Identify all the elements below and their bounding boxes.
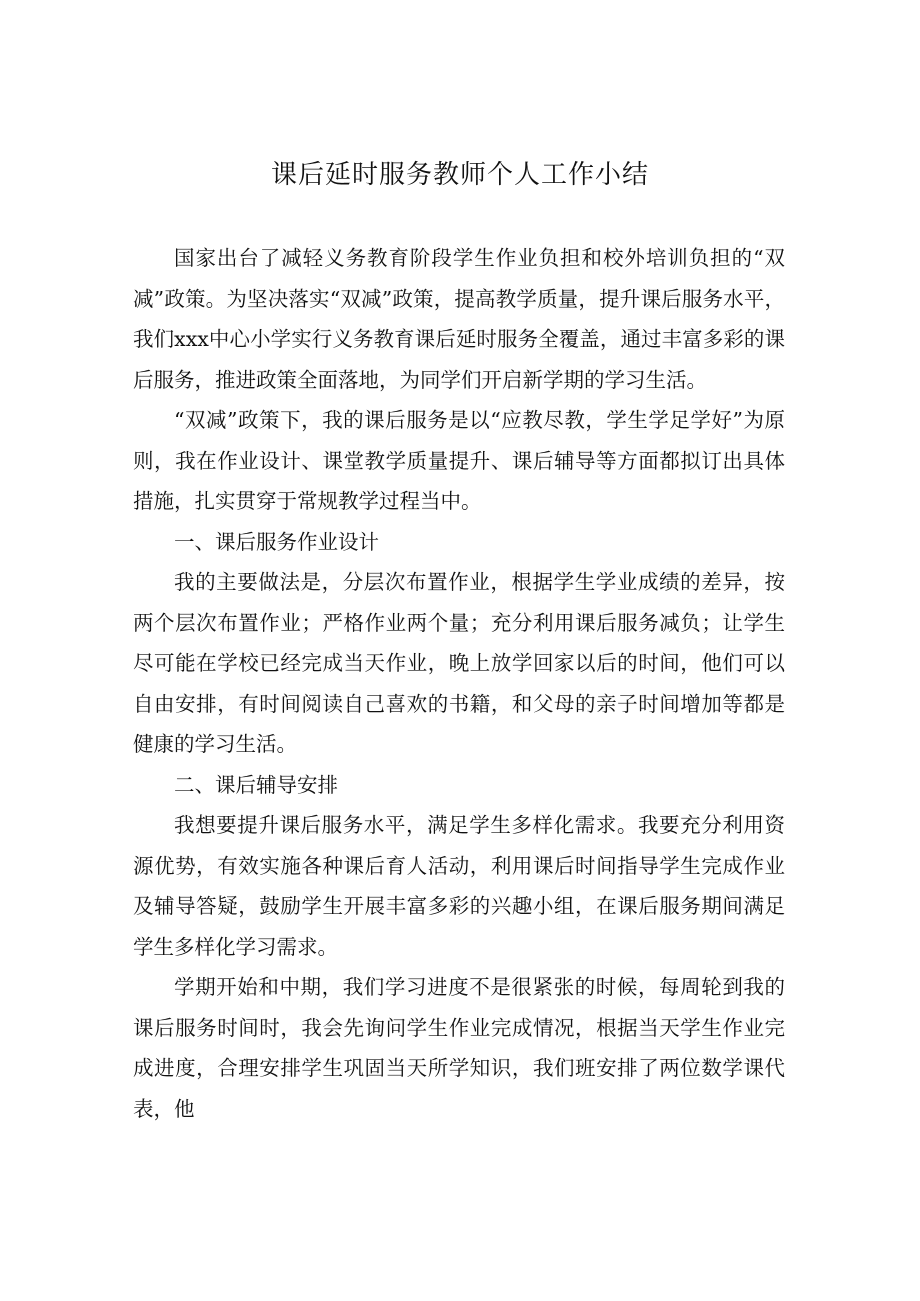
document-title: 课后延时服务教师个人工作小结 [270,160,649,190]
paragraph-principle: “双减”政策下，我的课后服务是以“应教尽教，学生学足学好”为原则，我在作业设计、课堂教学质量提升、课后辅导等方面都拟订出具体措施，扎实贯穿于常规教学过程当中。 [133,408,785,513]
section-heading-tutoring: 二、课后辅导安排 [174,772,338,797]
paragraph-semester: 学期开始和中期，我们学习进度不是很紧张的时候，每周轮到我的课后服务时间时，我会先询问学生作业完成情况，根据当天学生作业完成进度，合理安排学生巩固当天所学知识，我们班安排了两位数学课代表，他 [133,975,785,1121]
paragraph-intro: 国家出台了减轻义务教育阶段学生作业负担和校外培训负担的“双减”政策。为坚决落实“双减”政策，提高教学质量，提升课后服务水平，我们xxx中心小学实行义务教育课后延时服务全覆盖，通过丰富多彩的课后服务，推进政策全面落地，为同学们开启新学期的学习生活。 [133,246,785,392]
paragraph-homework-design: 我的主要做法是，分层次布置作业，根据学生学业成绩的差异，按两个层次布置作业；严格作业两个量；充分利用课后服务减负；让学生尽可能在学校已经完成当天作业，晚上放学回家以后的时间，他们可以自由安排，有时间阅读自己喜欢的书籍，和父母的亲子时间增加等都是健康的学习生活。 [133,570,785,756]
section-heading-homework-design: 一、课后服务作业设计 [174,529,379,554]
document-body [133,238,785,1129]
paragraph-tutoring: 我想要提升课后服务水平，满足学生多样化需求。我要充分利用资源优势，有效实施各种课后育人活动，利用课后时间指导学生完成作业及辅导答疑，鼓励学生开展丰富多彩的兴趣小组，在课后服务期间满足学生多样化学习需求。 [133,813,785,959]
